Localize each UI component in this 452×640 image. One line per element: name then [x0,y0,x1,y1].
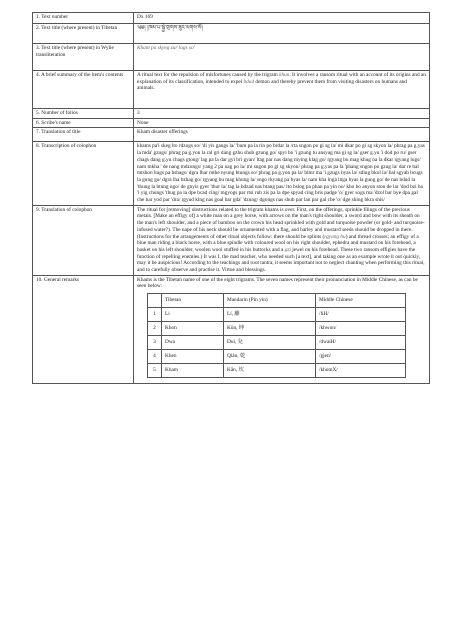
row-label: 5. Number of folios [33,109,134,119]
row-number: 2 [148,322,162,336]
row-label: 2. Text title (where present) in Tibetan [33,24,134,44]
header-cell: Tibetan [162,294,224,308]
colophon-transcription-value: khams pa'i skeg lto rdzogs so/ 'di yis gangs la/ 'bum pa la rin po brdar la /rta sngon po gi sg la/ mi dkar po gi sg skyon la/ phrag pa g.yas la mda' gzugs/ phrag pa g.yon la ral gri dang gzhu shub gzung go/ spyi bo 'i gzung tu ansyag ma gi sg la/ gser g.yu 'i dod po ru/ gser chags dang g.yu chags gtong/ lag pa la dar gyi bri gyan/ ltag par nas dang mying klag go/ rgyang bu mag khug na la dkar rgyang lugs/ nam mkha ' de nang mdzungs/ yang 2 pa nag po la/ mi sngon po gi sg skyon/ phrag pa g.yas pa la 'phang sngon po gzug la/ dar re bal mtshon ltags pa bshags/ dgra lhar mthe nyung btungs so/ phrag pa g.yon pa la/ blmr ma 'i gzugs byas la/ sding bkol la/ bal sgyab bcugs la gung go/ dgra lha bzhag go/ rgyang bu mag khung la/ sngo rkyang pa byas la/ nam kha lnga lnga byas la gung go/ de nas bdud la 'thung la btung ngo/ de gnyis gyer 'thur la/ tag la bdzad nas btang pas/ lto bslog pa phan pa yin no/ kho bo anyon ston de lar 'dod bzi ba 'i yig chungs 'thug pa la dpe bcad cing/ mgyogs par rtsi rub zis pa la dpe spyad cing bris padge 'o/ gyer sogs ma 'dzol bar bye dpa gal che bar yod par 'dra/ rgyud klng nas goal bar gda' 'dzung/ dgongs nas shub par lan par gal che 'o/ dge shing bkra shis/ [134,142,430,205]
row-number: 5 [148,364,162,378]
row-number: 1 [148,308,162,322]
summary-text: demon and thereby prevent them from visiting disasters on humans and animals. [137,78,407,92]
text-number-value: Dx 169 [134,13,430,24]
colophon-translation-value [134,205,430,275]
middle-chinese-cell: /gjen/ [316,350,406,364]
row-colophon-translation [33,205,430,275]
row-text-number [33,13,430,24]
translation-term-gzi: gzi [284,246,291,253]
row-label: 6. Scribe's name [33,118,134,128]
tibetan-cell: Khon [162,322,224,336]
translation-text: The ritual for [removing] obstructions related to the trigram khams is over. First, on the offerings, sprinkle filings of the precious metals. [Make an effigy of] a white man on a grey horse, with arrows on the man's right shoulder, a sword and bow with its sheath on the man's left shoulder, and a piece of bamboo on the crown his head sprinkled with gold and turquoise powder (or gold- and turquoise-infused water?). The nape of his neck should be ornamented with a flag, and barley and mustard seeds should be dropped in there. (Instructions for the arrangements of other ritual objects follow: there should be splints ( [137,206,425,240]
summary-text: . It involves a ransom ritual with an account of its origins and an explanation of its classification, intended to expel [137,72,426,85]
row-label: 3. Text title (where present) in Wylie transliteration [33,44,134,71]
translation-term-rgyang-bu: rgyang bu [324,233,346,240]
tibetan-cell: Kham [162,364,224,378]
trigram-row [148,322,406,336]
remarks-text: Khams is the Tibetan name of one of the eight trigrams. The seven names represent their pronunciation in Middle Chinese, as can be seen below: [137,276,418,290]
summary-term-bdud: bdud [243,78,255,85]
mandarin-cell: Kǎn, 坎 [224,364,316,378]
header-cell [148,294,162,308]
trigram-table [147,293,406,378]
row-tibetan-title [33,24,430,44]
row-folios [33,109,430,119]
row-label: 10. General remarks [33,275,134,383]
row-number: 3 [148,336,162,350]
summary-term-khun: khun [279,72,290,78]
row-summary [33,71,430,109]
tibetan-title-value: ༄༅། །ཁམ་པ་སྐྱེ་གྲགས་ཟུར་ལགས་སོ། [134,24,430,44]
row-number: 4 [148,350,162,364]
tibetan-cell: Dwa [162,336,224,350]
mandarin-cell: Qián, 乾 [224,350,316,364]
row-label: 4. A brief summary of the item's contents [33,71,134,109]
catalogue-sheet [32,12,430,384]
row-label: 9. Translation of colophon [33,205,134,275]
middle-chinese-cell: /liH/ [316,308,406,322]
row-title-translation [33,128,430,142]
row-wylie-title [33,44,430,71]
row-label: 7. Translation of title [33,128,134,142]
middle-chinese-cell: /dwaiH/ [316,336,406,350]
row-label: 8. Transcription of colophon [33,142,134,205]
tibetan-cell: Li [162,308,224,322]
mandarin-cell: Kūn, 坤 [224,322,316,336]
catalogue-table [32,12,430,384]
header-cell: Middle Chinese [316,294,406,308]
tibetan-cell: Khen [162,350,224,364]
middle-chinese-cell: /khwon/ [316,322,406,336]
translation-text: jewel on his forehead. These two ransom effigies have the function of repelling enemies.) It was I, the mad teacher, who needed such [a text], and taking one as an example wrote it out quickly, may it be auspicious! According to the teachings and root tantra, it seems important not to neglect chanting when performing this ritual, and to carefully observe and practise it. Virtue and blessings. [137,246,425,274]
folios-value: 3 [134,109,430,119]
summary-value [134,71,430,109]
wylie-title-value: Kham pa skyeg zur lags so' [134,44,430,71]
middle-chinese-cell: /khomX/ [316,364,406,378]
summary-text: A ritual text for the repulsion of misfortunes caused by the trigram [137,72,280,78]
trigram-row [148,350,406,364]
trigram-row [148,336,406,350]
trigram-row [148,308,406,322]
general-remarks-value [134,275,430,383]
header-cell: Mandarin (Pin yin) [224,294,316,308]
translation-text: ) and thread crosses; an effigy of a blue man riding a black horse, with a blue spindle with coloured wool on his right shoulder, ephedra and mustard on his forehead, a basket on his left shoulder, woolen wool stuffed in his buttocks and a [137,233,419,253]
scribe-value: None [134,118,430,128]
row-general-remarks [33,275,430,383]
title-translation-value: Kham disaster offerings [134,128,430,142]
trigram-header-row [148,294,406,308]
row-colophon-transcription [33,142,430,205]
row-label: 1. Text number [33,13,134,24]
mandarin-cell: Duì, 兌 [224,336,316,350]
mandarin-cell: Lí, 離 [224,308,316,322]
row-scribe [33,118,430,128]
trigram-row [148,364,406,378]
